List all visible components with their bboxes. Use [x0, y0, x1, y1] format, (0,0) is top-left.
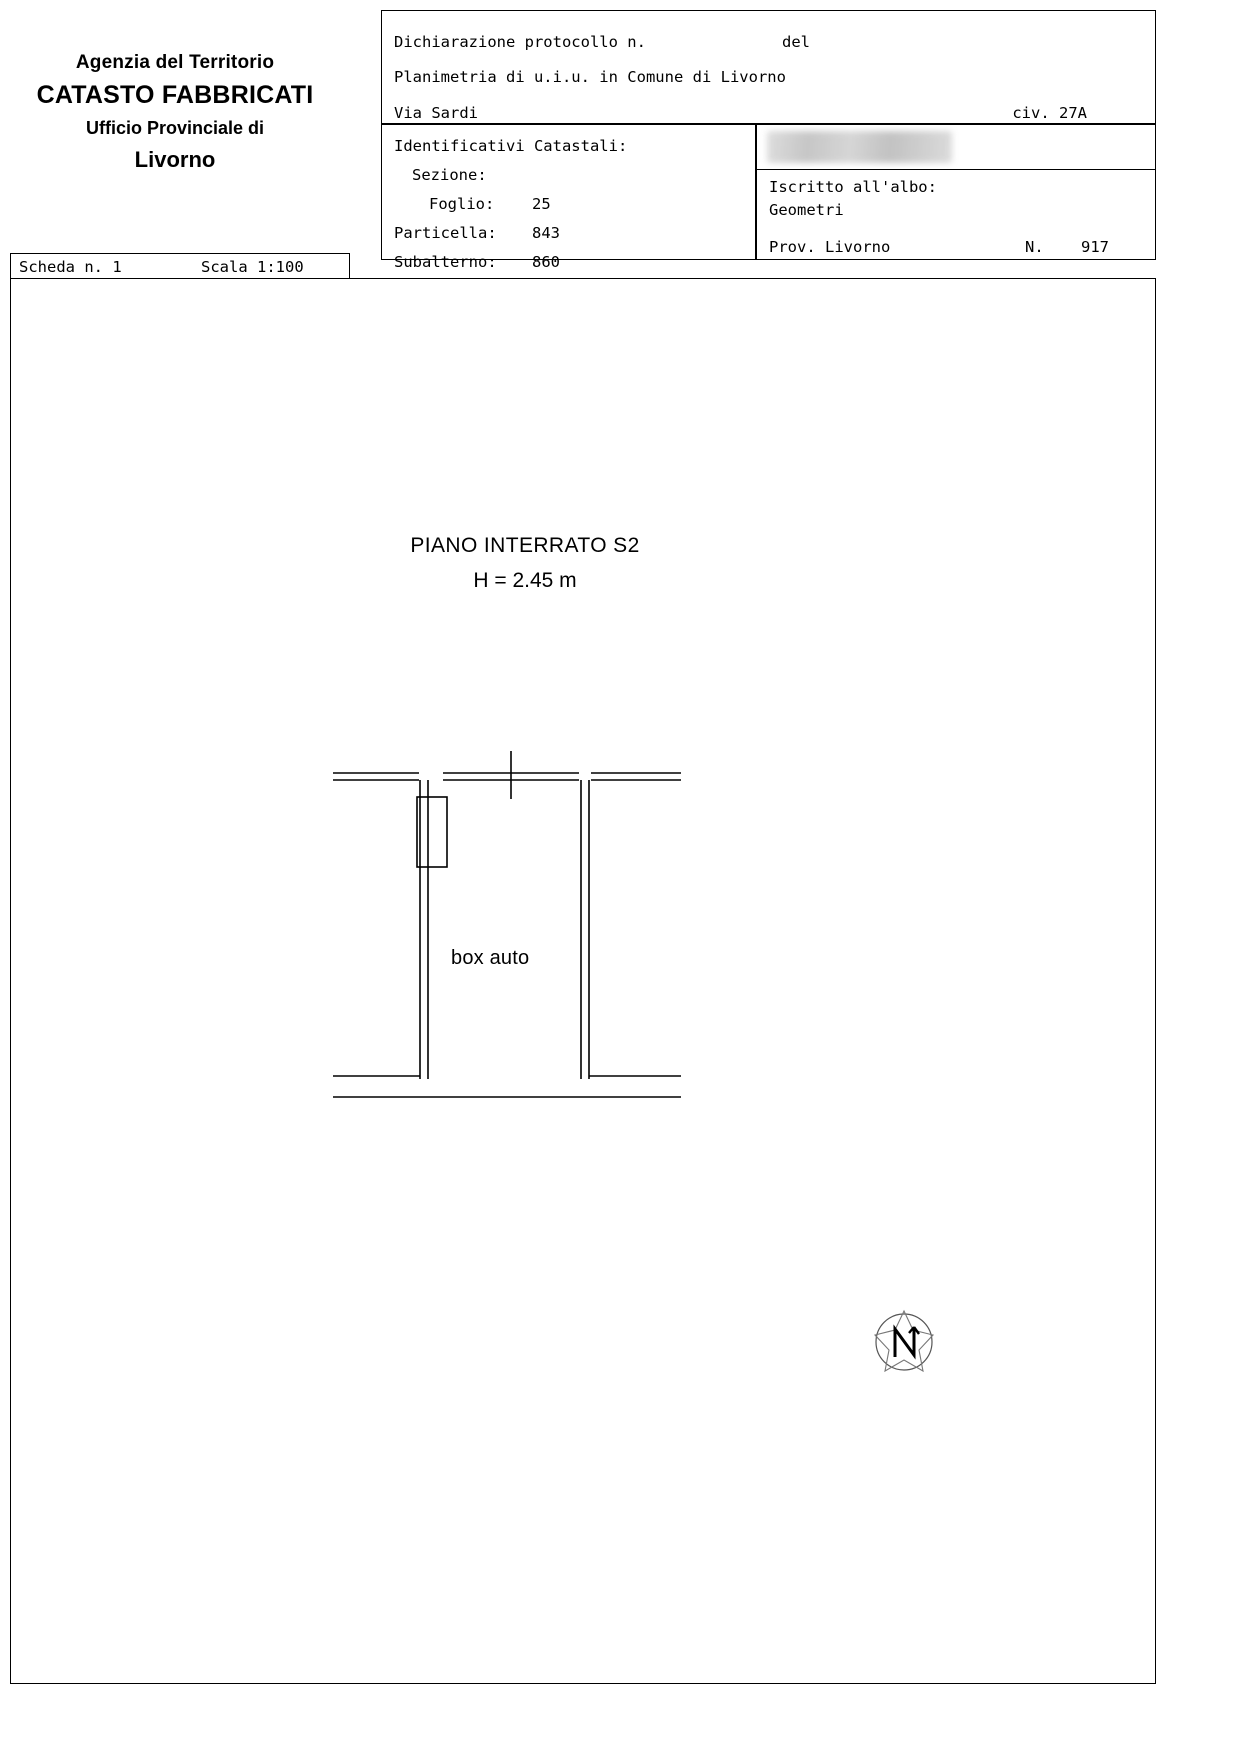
agency-office-city: Livorno [134, 146, 216, 172]
cadastral-foglio-label: Foglio: [429, 195, 495, 213]
declaration-protocol-label: Dichiarazione protocollo n. [394, 33, 646, 51]
albo-divider [757, 169, 1155, 170]
cadastral-sezione-label: Sezione: [412, 166, 487, 184]
agency-office-label: Ufficio Provinciale di [85, 118, 265, 139]
room-label: box auto [451, 947, 530, 969]
sheet-number: Scheda n. 1 [19, 258, 122, 276]
floor-title-text: PIANO INTERRATO S2 [410, 534, 640, 557]
agency-name: Agenzia del Territorio [75, 52, 275, 73]
cadastral-subalterno-label: Subalterno: [394, 253, 497, 271]
signature-stamp [767, 131, 952, 163]
cadastral-title: Identificativi Catastali: [394, 137, 628, 155]
albo-category: Geometri [769, 201, 844, 219]
floor-height-text: H = 2.45 m [473, 569, 577, 592]
drawing-scale: Scala 1:100 [201, 258, 304, 276]
cadastral-subalterno-value: 860 [532, 253, 560, 271]
planimetry-municipality-line: Planimetria di u.i.u. in Comune di Livorno [394, 68, 786, 86]
albo-number-label: N. [1025, 238, 1044, 256]
cadastral-particella-value: 843 [532, 224, 560, 242]
declaration-protocol-date-label: del [782, 33, 810, 51]
street-address: Via Sardi [394, 104, 478, 122]
north-arrow [869, 1307, 939, 1377]
cadastral-particella-label: Particella: [394, 224, 497, 242]
albo-number-value: 917 [1081, 238, 1109, 256]
plan-walls [333, 751, 681, 1097]
albo-label: Iscritto all'albo: [769, 178, 937, 196]
albo-province: Prov. Livorno [769, 238, 891, 256]
cadastral-identifiers-box [381, 124, 756, 271]
agency-header [10, 50, 340, 174]
floor-plan-drawing [11, 279, 1155, 1683]
professional-box [756, 124, 1156, 260]
albo-number [1025, 238, 1109, 256]
agency-register-title: CATASTO FABBRICATI [36, 80, 314, 109]
protocol-box [381, 10, 1156, 124]
civic-number: civ. 27A [1012, 104, 1087, 122]
cadastral-foglio-value: 25 [532, 195, 551, 213]
drawing-frame [10, 278, 1156, 1684]
sheet-scale-bar [10, 253, 350, 279]
north-arrow-glyph [869, 1307, 939, 1377]
